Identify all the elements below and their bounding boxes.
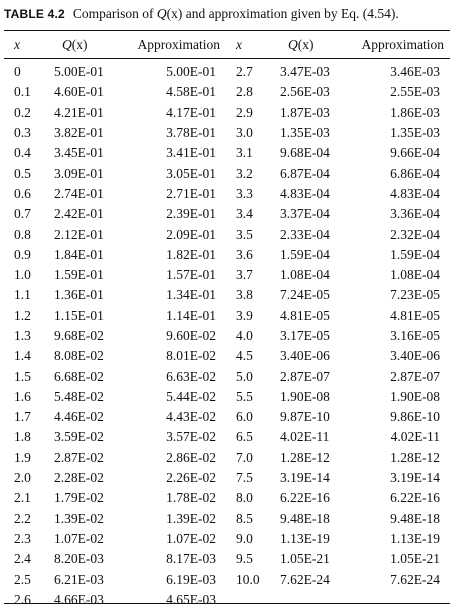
q-right-cell: 3.47E-03 <box>280 64 330 80</box>
table-row <box>4 163 450 183</box>
x-left-cell: 0.8 <box>14 226 31 242</box>
q-left-cell: 2.42E-01 <box>54 206 104 222</box>
x-left-cell: 2.3 <box>14 530 31 546</box>
q-left-cell: 8.08E-02 <box>54 348 104 364</box>
q-left-cell: 5.00E-01 <box>54 64 104 80</box>
approx-left-cell: 2.39E-01 <box>166 206 216 222</box>
header-row <box>4 31 450 58</box>
table-row <box>4 143 450 163</box>
header-x-right: x <box>236 36 242 52</box>
q-right-cell: 1.90E-08 <box>280 388 330 404</box>
x-left-cell: 2.6 <box>14 591 31 607</box>
q-function-table <box>4 31 450 610</box>
table-row <box>4 387 450 407</box>
table-row <box>4 245 450 265</box>
q-left-cell: 4.66E-03 <box>54 591 104 607</box>
q-right-cell: 1.59E-04 <box>280 246 330 262</box>
approx-left-cell: 1.57E-01 <box>166 267 216 283</box>
q-right-cell: 2.56E-03 <box>280 84 330 100</box>
x-left-cell: 2.4 <box>14 551 31 567</box>
x-left-cell: 1.4 <box>14 348 31 364</box>
x-right-cell: 3.0 <box>236 125 253 141</box>
approx-right-cell: 3.46E-03 <box>390 64 440 80</box>
q-right-cell: 3.17E-05 <box>280 328 330 343</box>
header-q-left-arg: (x) <box>71 36 88 52</box>
x-right-cell: 8.0 <box>236 490 253 506</box>
q-right-cell: 3.37E-04 <box>280 206 330 222</box>
approx-left-cell: 6.19E-03 <box>166 571 216 587</box>
table-row <box>4 366 450 386</box>
q-left-cell: 3.45E-01 <box>54 145 104 161</box>
table-row <box>4 204 450 224</box>
approx-right-cell: 2.55E-03 <box>390 84 440 100</box>
table-row <box>4 448 450 468</box>
q-left-cell: 2.74E-01 <box>54 185 104 201</box>
x-right-cell: 6.0 <box>236 409 253 425</box>
x-right-cell: 2.9 <box>236 104 253 120</box>
q-left-cell: 5.48E-02 <box>54 388 104 404</box>
approx-right-cell: 7.23E-05 <box>390 287 440 303</box>
q-left-cell: 1.39E-02 <box>54 510 104 526</box>
table-row <box>4 285 450 305</box>
q-right-cell: 2.87E-07 <box>280 368 330 384</box>
approx-left-cell: 9.60E-02 <box>166 328 216 343</box>
q-right-cell: 9.48E-18 <box>280 510 330 526</box>
approx-left-cell: 2.09E-01 <box>166 226 216 242</box>
x-right-cell: 2.7 <box>236 64 253 80</box>
x-right-cell: 5.5 <box>236 388 253 404</box>
x-left-cell: 2.2 <box>14 510 31 526</box>
approx-left-cell: 3.57E-02 <box>166 429 216 445</box>
q-right-cell: 4.83E-04 <box>280 185 330 201</box>
header-q-right-symbol: Q <box>288 36 298 52</box>
approx-right-cell: 2.32E-04 <box>390 226 440 242</box>
q-right-cell: 1.13E-19 <box>280 530 330 546</box>
table-body <box>4 58 450 610</box>
x-right-cell: 3.8 <box>236 287 253 303</box>
table-row <box>4 123 450 143</box>
approx-left-cell: 2.26E-02 <box>166 470 216 486</box>
approx-right-cell: 1.13E-19 <box>390 530 440 546</box>
table-row <box>4 306 450 326</box>
q-left-cell: 2.28E-02 <box>54 470 104 486</box>
q-left-cell: 4.60E-01 <box>54 84 104 100</box>
x-left-cell: 1.9 <box>14 449 31 465</box>
header-q-right <box>268 31 348 58</box>
q-right-cell: 6.87E-04 <box>280 165 330 181</box>
approx-right-cell: 9.66E-04 <box>390 145 440 161</box>
q-right-cell: 6.22E-16 <box>280 490 330 506</box>
approx-left-cell: 1.34E-01 <box>166 287 216 303</box>
x-right-cell: 4.0 <box>236 328 253 343</box>
approx-right-cell: 1.90E-08 <box>390 388 440 404</box>
x-left-cell: 0.7 <box>14 206 31 222</box>
x-right-cell: 6.5 <box>236 429 253 445</box>
table-row <box>4 346 450 366</box>
x-left-cell: 1.2 <box>14 307 31 323</box>
x-left-cell: 1.0 <box>14 267 31 283</box>
x-right-cell: 3.7 <box>236 267 253 283</box>
q-left-cell: 2.87E-02 <box>54 449 104 465</box>
approx-right-cell: 7.62E-24 <box>390 571 440 587</box>
approx-left-cell: 1.39E-02 <box>166 510 216 526</box>
approx-left-cell: 1.78E-02 <box>166 490 216 506</box>
q-left-cell: 3.59E-02 <box>54 429 104 445</box>
table-row <box>4 407 450 427</box>
approx-left-cell: 2.71E-01 <box>166 185 216 201</box>
table-row <box>4 509 450 529</box>
x-right-cell: 9.5 <box>236 551 253 567</box>
q-left-cell: 6.21E-03 <box>54 571 104 587</box>
table-number: TABLE 4.2 <box>4 7 65 21</box>
approx-left-cell: 1.07E-02 <box>166 530 216 546</box>
table-row <box>4 103 450 123</box>
x-left-cell: 0.5 <box>14 165 31 181</box>
x-right-cell: 3.3 <box>236 185 253 201</box>
q-right-cell: 9.68E-04 <box>280 145 330 161</box>
header-approx-left: Approximation <box>137 36 220 52</box>
header-x-left: x <box>14 36 20 52</box>
caption-q-arg: (x) <box>166 6 183 21</box>
q-left-cell: 3.82E-01 <box>54 125 104 141</box>
caption-text-after: and approximation given by Eq. (4.54). <box>182 6 399 21</box>
q-right-cell: 2.33E-04 <box>280 226 330 242</box>
header-approx-right: Approximation <box>361 36 444 52</box>
approx-right-cell: 9.48E-18 <box>390 510 440 526</box>
x-right-cell: 5.0 <box>236 368 253 384</box>
approx-left-cell: 3.78E-01 <box>166 125 216 141</box>
approx-right-cell: 1.05E-21 <box>390 551 440 567</box>
x-left-cell: 0.1 <box>14 84 31 100</box>
x-left-cell: 1.6 <box>14 388 31 404</box>
x-right-cell: 8.5 <box>236 510 253 526</box>
table-row <box>4 549 450 569</box>
approx-right-cell: 3.40E-06 <box>390 348 440 364</box>
approx-left-cell: 4.17E-01 <box>166 104 216 120</box>
approx-right-cell: 6.86E-04 <box>390 165 440 181</box>
table-row <box>4 326 450 346</box>
x-left-cell: 0.9 <box>14 246 31 262</box>
x-right-cell: 9.0 <box>236 530 253 546</box>
q-right-cell: 4.02E-11 <box>280 429 330 445</box>
table-row <box>4 529 450 549</box>
table-row <box>4 468 450 488</box>
approx-right-cell: 1.86E-03 <box>390 104 440 120</box>
approx-right-cell: 4.83E-04 <box>390 185 440 201</box>
q-left-cell: 8.20E-03 <box>54 551 104 567</box>
approx-right-cell: 4.02E-11 <box>390 429 440 445</box>
x-right-cell: 10.0 <box>236 571 260 587</box>
x-right-cell: 3.5 <box>236 226 253 242</box>
approx-right-cell: 3.36E-04 <box>390 206 440 222</box>
approx-left-cell: 6.63E-02 <box>166 368 216 384</box>
approx-left-cell: 2.86E-02 <box>166 449 216 465</box>
q-left-cell: 4.21E-01 <box>54 104 104 120</box>
approx-left-cell: 4.65E-03 <box>166 591 216 607</box>
approx-right-cell: 6.22E-16 <box>390 490 440 506</box>
table-row <box>4 488 450 508</box>
x-right-cell: 2.8 <box>236 84 253 100</box>
approx-right-cell: 2.87E-07 <box>390 368 440 384</box>
x-right-cell: 3.1 <box>236 145 253 161</box>
approx-right-cell: 3.16E-05 <box>390 328 440 343</box>
approx-left-cell: 8.17E-03 <box>166 551 216 567</box>
q-left-cell: 1.15E-01 <box>54 307 104 323</box>
x-left-cell: 0.6 <box>14 185 31 201</box>
x-left-cell: 2.1 <box>14 490 31 506</box>
q-right-cell: 1.35E-03 <box>280 125 330 141</box>
caption-text-before: Comparison of <box>72 6 157 21</box>
table-row <box>4 82 450 102</box>
approx-left-cell: 8.01E-02 <box>166 348 216 364</box>
header-q-right-arg: (x) <box>297 36 314 52</box>
q-right-cell: 9.87E-10 <box>280 409 330 425</box>
q-left-cell: 1.36E-01 <box>54 287 104 303</box>
x-right-cell: 3.2 <box>236 165 253 181</box>
approx-left-cell: 5.44E-02 <box>166 388 216 404</box>
q-right-cell: 4.81E-05 <box>280 307 330 323</box>
q-right-cell: 1.08E-04 <box>280 267 330 283</box>
x-left-cell: 1.7 <box>14 409 31 425</box>
table-row <box>4 265 450 285</box>
x-left-cell: 2.0 <box>14 470 31 486</box>
x-right-cell: 4.5 <box>236 348 253 364</box>
table-row <box>4 58 450 82</box>
approx-left-cell: 3.05E-01 <box>166 165 216 181</box>
approx-left-cell: 5.00E-01 <box>166 64 216 80</box>
x-left-cell: 0.3 <box>14 125 31 141</box>
q-right-cell: 7.24E-05 <box>280 287 330 303</box>
x-left-cell: 1.8 <box>14 429 31 445</box>
q-left-cell: 1.59E-01 <box>54 267 104 283</box>
q-right-cell: 1.87E-03 <box>280 104 330 120</box>
q-left-cell: 2.12E-01 <box>54 226 104 242</box>
x-left-cell: 0.4 <box>14 145 31 161</box>
q-left-cell: 3.09E-01 <box>54 165 104 181</box>
q-right-cell: 1.28E-12 <box>280 449 330 465</box>
header-q-left <box>42 31 122 58</box>
q-left-cell: 4.46E-02 <box>54 409 104 425</box>
q-left-cell: 1.84E-01 <box>54 246 104 262</box>
approx-right-cell: 1.28E-12 <box>390 449 440 465</box>
table-row <box>4 427 450 447</box>
x-left-cell: 2.5 <box>14 571 31 587</box>
x-left-cell: 0 <box>14 64 21 80</box>
q-left-cell: 1.07E-02 <box>54 530 104 546</box>
table-row <box>4 184 450 204</box>
approx-right-cell: 1.35E-03 <box>390 125 440 141</box>
table-caption <box>4 6 399 22</box>
q-left-cell: 9.68E-02 <box>54 328 104 343</box>
approx-right-cell: 3.19E-14 <box>390 470 440 486</box>
q-left-cell: 1.79E-02 <box>54 490 104 506</box>
approx-right-cell: 1.59E-04 <box>390 246 440 262</box>
caption-q-symbol: Q <box>156 6 167 21</box>
x-right-cell: 3.4 <box>236 206 253 222</box>
q-right-cell: 1.05E-21 <box>280 551 330 567</box>
q-left-cell: 6.68E-02 <box>54 368 104 384</box>
x-right-cell: 3.9 <box>236 307 253 323</box>
approx-right-cell: 4.81E-05 <box>390 307 440 323</box>
table-row <box>4 224 450 244</box>
approx-right-cell: 1.08E-04 <box>390 267 440 283</box>
approx-left-cell: 1.82E-01 <box>166 246 216 262</box>
x-right-cell: 7.5 <box>236 470 253 486</box>
approx-left-cell: 4.43E-02 <box>166 409 216 425</box>
approx-left-cell: 4.58E-01 <box>166 84 216 100</box>
approx-left-cell: 3.41E-01 <box>166 145 216 161</box>
x-left-cell: 1.1 <box>14 287 31 303</box>
x-right-cell: 7.0 <box>236 449 253 465</box>
q-right-cell: 3.40E-06 <box>280 348 330 364</box>
table-row <box>4 569 450 589</box>
x-right-cell: 3.6 <box>236 246 253 262</box>
q-right-cell: 3.19E-14 <box>280 470 330 486</box>
approx-right-cell: 9.86E-10 <box>390 409 440 425</box>
x-left-cell: 1.3 <box>14 328 31 343</box>
header-q-left-symbol: Q <box>62 36 72 52</box>
x-left-cell: 1.5 <box>14 368 31 384</box>
q-right-cell: 7.62E-24 <box>280 571 330 587</box>
x-left-cell: 0.2 <box>14 104 31 120</box>
approx-left-cell: 1.14E-01 <box>166 307 216 323</box>
